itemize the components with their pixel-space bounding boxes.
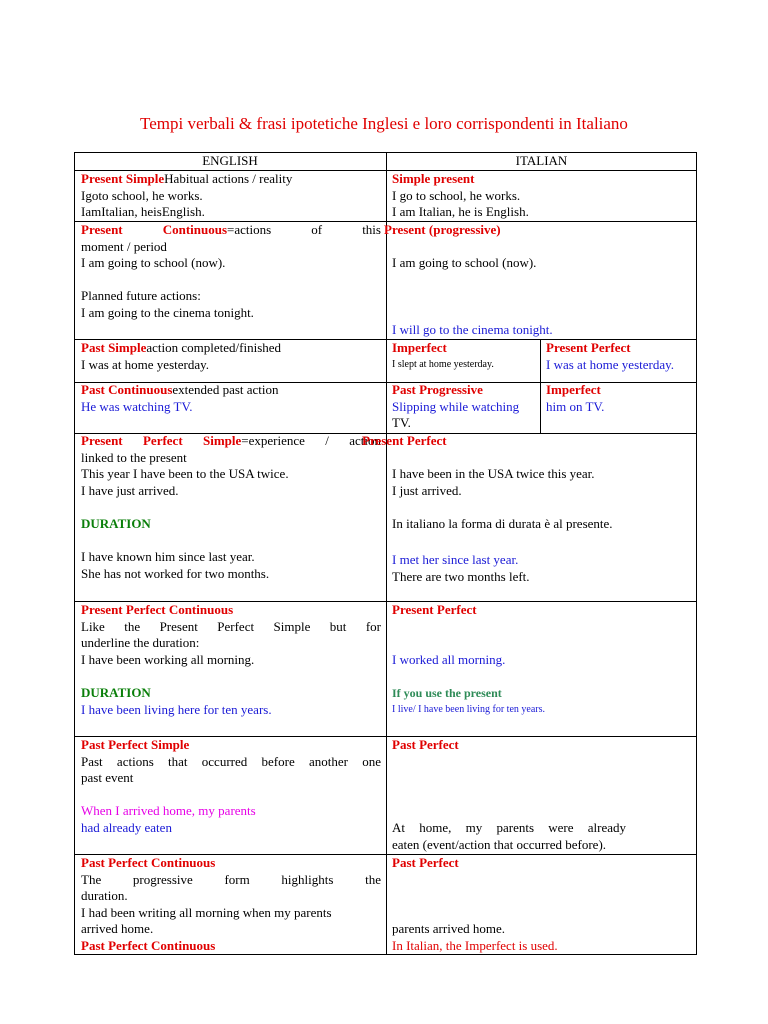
tense-description: =experience / action (241, 433, 381, 448)
example-line: linked to the present (81, 449, 187, 465)
duration-label: DURATION (81, 515, 151, 531)
tense-name: Present Continuous (81, 222, 228, 237)
explanation-line: past event (81, 770, 134, 786)
example-line: I slept at home yesterday. (392, 358, 494, 370)
tense-name: Present (progressive) (384, 222, 501, 237)
tense-name: Present Perfect Simple (81, 433, 242, 448)
tense-name: Past Perfect Simple (81, 737, 190, 752)
example-line: I have been in the USA twice this year. (392, 466, 595, 482)
document-title: Tempi verbali & frasi ipotetiche Inglesi e loro corrispondenti in Italiano (140, 114, 628, 133)
header-english: ENGLISH (202, 153, 258, 168)
duration-label: DURATION (81, 684, 151, 700)
tense-description: =actions of this (227, 222, 381, 237)
example-line: eaten (event/action that occurred before). (392, 836, 607, 852)
tense-name: Present Simple (81, 171, 165, 186)
tense-name: Past Perfect Continuous (81, 855, 216, 870)
example-line: I met her since last year. (392, 552, 519, 568)
row4-italian-a-cell (392, 382, 544, 432)
row8-english-cell (81, 855, 381, 955)
row7-italian-cell (392, 737, 692, 853)
row3-italian-a-cell (392, 340, 540, 373)
tense-name: Imperfect (546, 382, 601, 397)
example-line: At home, my parents were already (392, 819, 626, 835)
example-line: I am going to school (now). (392, 255, 537, 271)
example-line: IamItalian, heisEnglish. (81, 204, 205, 220)
tense-name: Present Perfect (392, 602, 477, 617)
row1-italian-cell (392, 171, 692, 221)
tense-name: Simple present (392, 171, 475, 186)
example-line: TV. (392, 415, 411, 431)
row8-italian-cell (392, 855, 692, 955)
header-italian: ITALIAN (515, 153, 568, 168)
example-line: I go to school, he works. (392, 187, 521, 203)
explanation-line: Past actions that occurred before another one (81, 753, 381, 769)
example-line: I am going to the cinema tonight. (81, 304, 254, 320)
tense-name: Present Perfect Continuous (81, 602, 234, 617)
example-line: I was at home yesterday. (81, 356, 210, 372)
tense-name: Past Perfect (392, 855, 459, 870)
example-line: moment / period (81, 238, 167, 254)
example-line: Planned future actions: (81, 288, 201, 304)
tense-description: action completed/finished (146, 340, 282, 355)
row5-english-cell (81, 433, 381, 582)
example-line: Igoto school, he works. (81, 187, 203, 203)
example-line: This year I have been to the USA twice. (81, 466, 289, 482)
row1-english-cell (81, 171, 381, 221)
example-line: I live/ I have been living for ten years. (392, 703, 545, 715)
explanation-line: Like the Present Perfect Simple but for (81, 618, 381, 634)
example-line: I worked all morning. (392, 651, 506, 667)
row4-english-cell (81, 382, 381, 415)
example-line: I have been living here for ten years. (81, 701, 272, 717)
row4-italian-b-cell (546, 382, 696, 415)
example-line: I just arrived. (392, 482, 462, 498)
tense-description: extended past action (172, 382, 279, 397)
example-line: I am going to school (now). (81, 255, 226, 271)
example-line: There are two months left. (392, 568, 530, 584)
explanation-line: The progressive form highlights the (81, 871, 381, 887)
explanation-line: underline the duration: (81, 635, 200, 651)
row6-italian-cell (392, 602, 692, 718)
example-line: He was watching TV. (81, 398, 193, 414)
example-line: him on TV. (546, 398, 605, 414)
example-line: had already eaten (81, 819, 172, 835)
tense-name: Past Simple (81, 340, 147, 355)
note-line: In Italian, the Imperfect is used. (392, 937, 558, 953)
tense-name: Past Continuous (81, 382, 173, 397)
example-line: I have been working all morning. (81, 651, 255, 667)
note-line: If you use the present (392, 685, 502, 700)
example-line: parents arrived home. (392, 921, 505, 937)
example-line: I will go to the cinema tonight. (392, 321, 553, 337)
example-line: When I arrived home, my parents (81, 803, 256, 819)
example-line: In italiano la forma di durata è al presente. (392, 515, 613, 531)
example-line: I had been writing all morning when my parents (81, 904, 332, 920)
tense-name: Imperfect (392, 340, 447, 355)
tense-description: Habitual actions / reality (164, 171, 293, 186)
tense-name: Past Perfect (392, 737, 459, 752)
tense-name: Past Progressive (392, 382, 483, 397)
row5-italian-cell (362, 433, 692, 585)
example-line: Slipping while watching (392, 398, 520, 414)
row2-italian-cell (384, 222, 690, 338)
row3-english-cell (81, 340, 381, 373)
row2-english-cell (81, 222, 381, 322)
example-line: I was at home yesterday. (546, 356, 675, 372)
example-line: I have known him since last year. (81, 549, 255, 565)
tense-name: Present Perfect (362, 433, 447, 448)
tense-name: Present Perfect (546, 340, 631, 355)
row6-english-cell (81, 602, 381, 718)
example-line: She has not worked for two months. (81, 565, 270, 581)
row7-english-cell (81, 737, 381, 837)
explanation-line: duration. (81, 888, 128, 904)
example-line: I am Italian, he is English. (392, 204, 529, 220)
row3-italian-b-cell (546, 340, 696, 373)
example-line: arrived home. (81, 921, 154, 937)
tense-name: Past Perfect Continuous (81, 937, 216, 953)
example-line: I have just arrived. (81, 482, 179, 498)
